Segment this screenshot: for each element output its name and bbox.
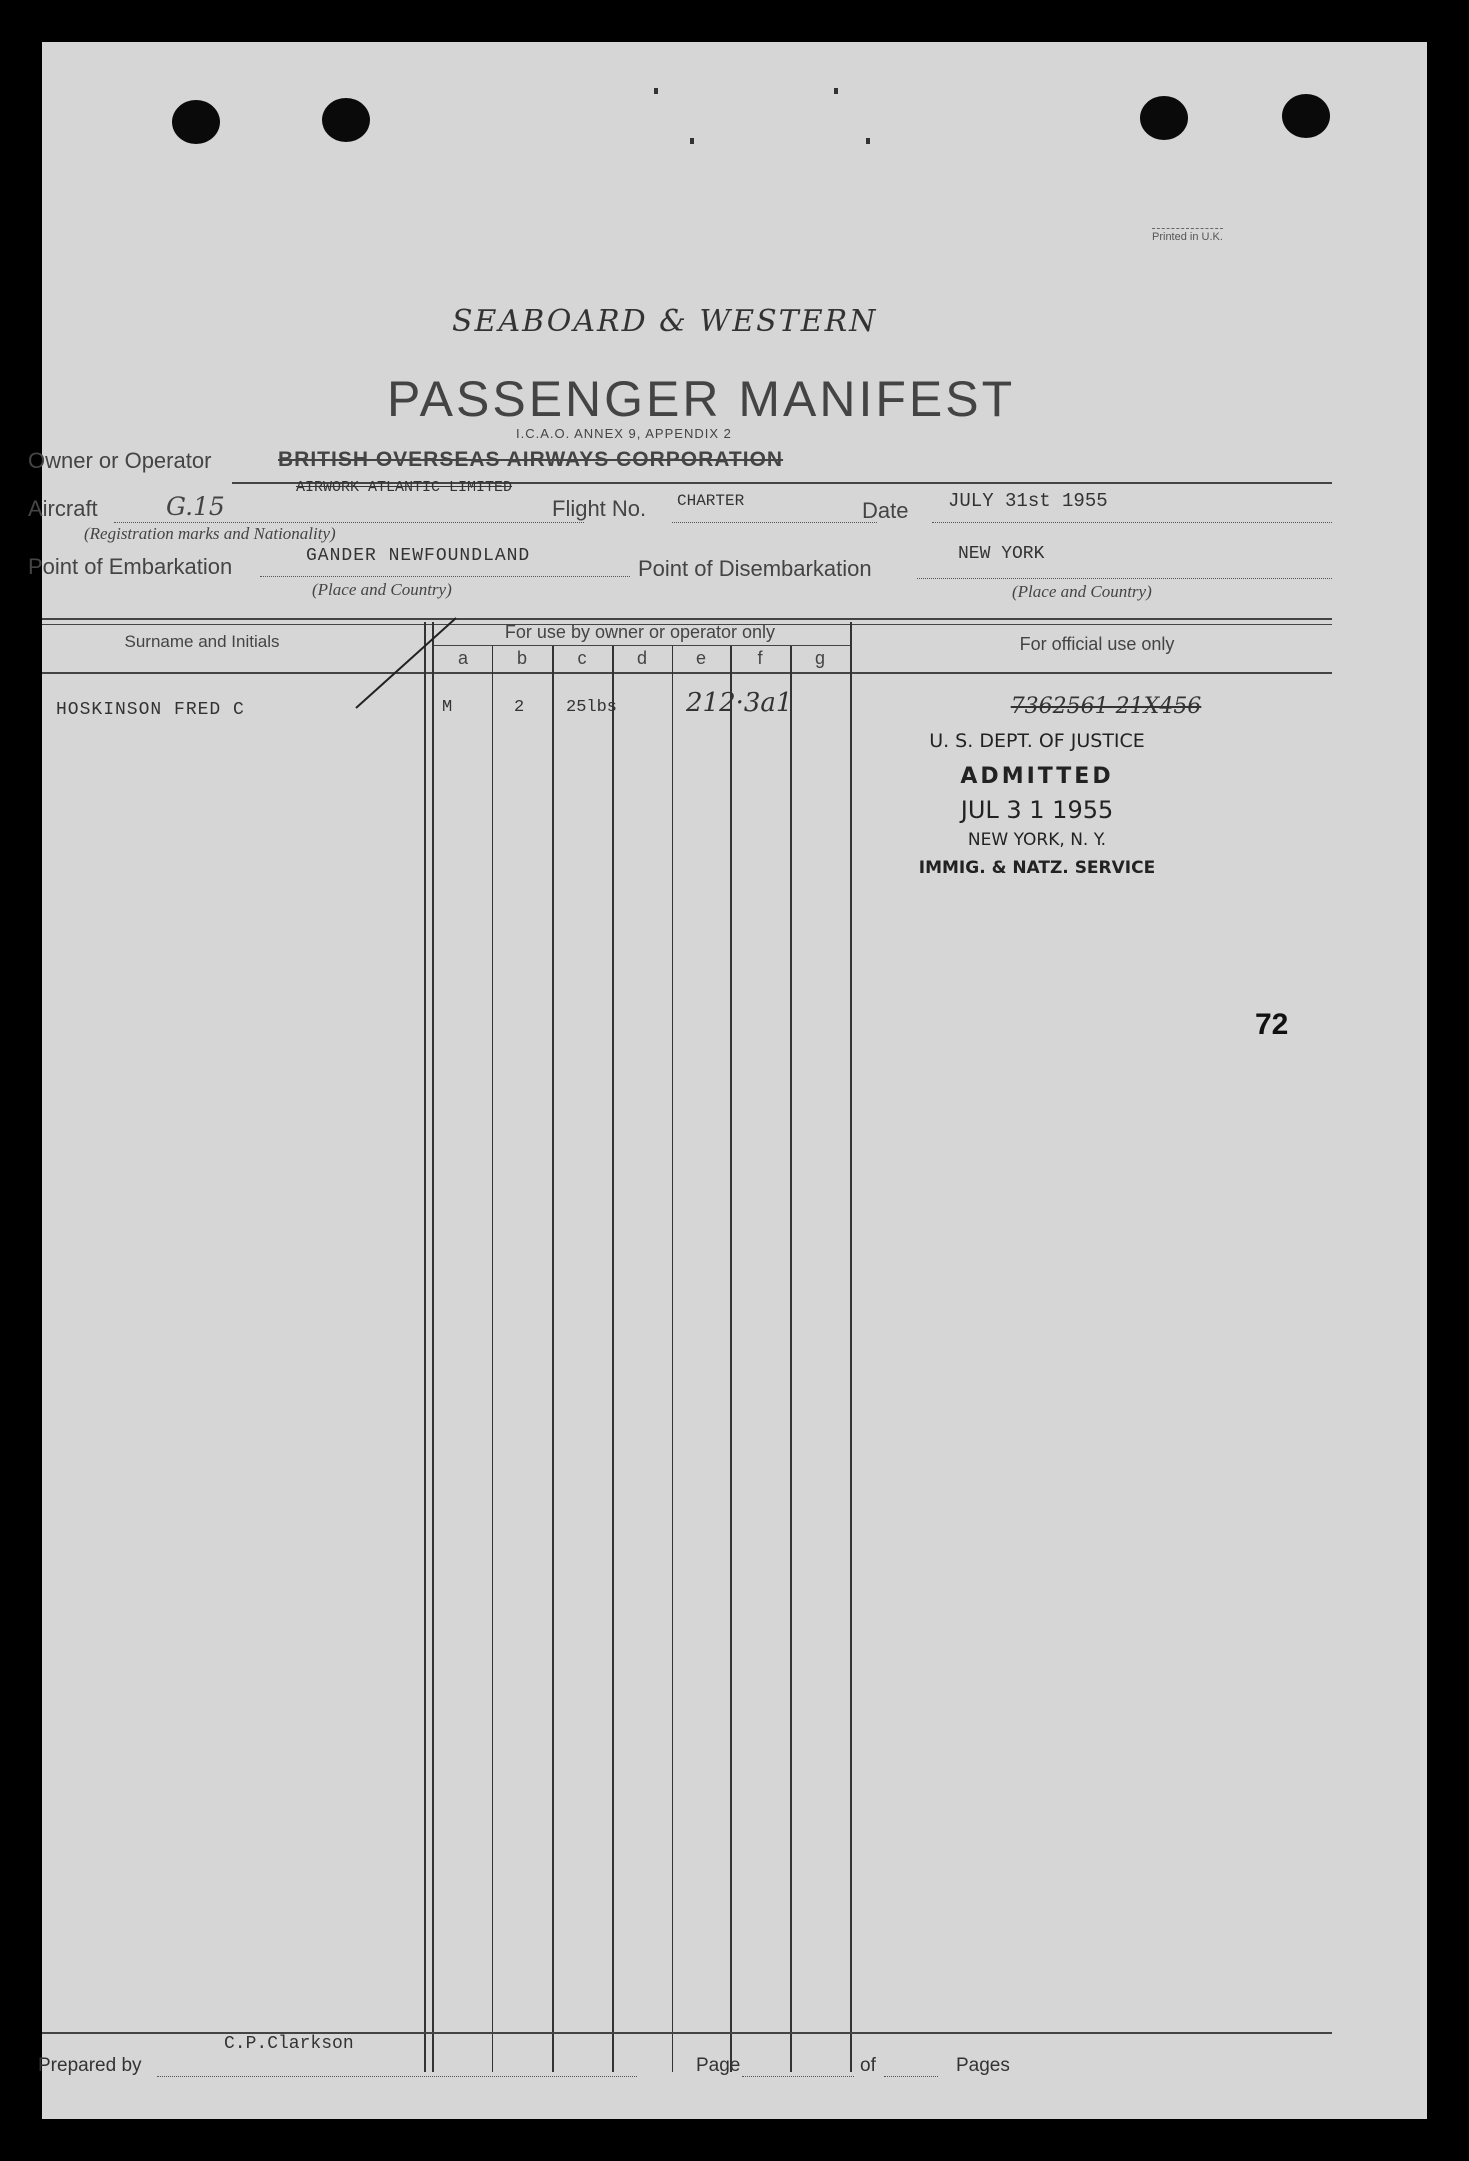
paper-speck xyxy=(690,138,694,144)
column-divider xyxy=(424,622,426,2072)
disembarkation-label: Point of Disembarkation xyxy=(638,556,872,581)
disembarkation-value: NEW YORK xyxy=(958,544,1045,564)
embarkation-value: GANDER NEWFOUNDLAND xyxy=(306,546,531,566)
pen-stroke xyxy=(352,612,462,712)
passenger-col-c: 25lbs xyxy=(566,698,618,717)
page-title: PASSENGER MANIFEST xyxy=(387,371,1016,427)
owner-use-subrule xyxy=(432,645,852,646)
column-b-header: b xyxy=(516,648,527,668)
flight-rule xyxy=(672,522,877,523)
column-c-header: c xyxy=(577,648,587,668)
column-d-header: d xyxy=(636,648,647,668)
column-divider xyxy=(850,622,852,2072)
owner-use-header: For use by owner or operator only xyxy=(504,622,776,642)
handwritten-airline: SEABOARD & WESTERN xyxy=(452,304,878,339)
printed-note: Printed in U.K. xyxy=(1152,228,1223,243)
prepared-by-value: C.P.Clarkson xyxy=(224,2034,354,2054)
passenger-col-ef: 212·3a1 xyxy=(686,688,793,718)
page-rule xyxy=(742,2076,854,2077)
surname-column-header: Surname and Initials xyxy=(124,632,280,651)
punch-hole xyxy=(172,100,220,144)
embarkation-rule xyxy=(260,576,630,577)
column-divider xyxy=(432,622,434,2072)
stamp-dept: U. S. DEPT. OF JUSTICE xyxy=(929,730,1145,752)
paper-speck xyxy=(654,88,658,94)
pages-label: Pages xyxy=(956,2055,1010,2076)
owner-typed-value: AIRWORK ATLANTIC LIMITED xyxy=(296,479,513,496)
stamp-date: JUL 3 1 1955 xyxy=(960,796,1114,824)
flight-value: CHARTER xyxy=(677,492,745,510)
disembarkation-hint: (Place and Country) xyxy=(1012,582,1152,601)
paper-speck xyxy=(834,88,838,94)
prepared-by-label: Prepared by xyxy=(38,2055,142,2076)
owner-printed-value: BRITISH OVERSEAS AIRWAYS CORPORATION xyxy=(278,448,784,471)
aircraft-label: Aircraft xyxy=(28,496,98,521)
of-rule xyxy=(884,2076,938,2077)
stamp-admitted: ADMITTED xyxy=(960,764,1114,789)
punch-hole xyxy=(1140,96,1188,140)
column-e-header: e xyxy=(695,648,706,668)
passenger-name: HOSKINSON FRED C xyxy=(56,700,245,720)
column-divider xyxy=(552,646,554,2072)
table-header-rule xyxy=(42,672,1332,674)
date-label: Date xyxy=(862,498,909,523)
passenger-col-a: M xyxy=(442,698,453,717)
column-divider xyxy=(672,646,673,2072)
aircraft-hint: (Registration marks and Nationality) xyxy=(84,524,336,543)
stamp-city: NEW YORK, N. Y. xyxy=(967,830,1107,850)
date-value: JULY 31st 1955 xyxy=(948,490,1108,512)
punch-hole xyxy=(322,98,370,142)
embarkation-hint: (Place and Country) xyxy=(312,580,452,599)
column-divider xyxy=(612,646,614,2072)
manifest-sheet xyxy=(28,42,1427,2119)
column-divider xyxy=(790,646,792,2072)
disembarkation-rule xyxy=(917,578,1332,579)
column-a-header: a xyxy=(457,648,468,668)
paper-speck xyxy=(866,138,870,144)
embarkation-label: Point of Embarkation xyxy=(28,554,233,579)
official-use-header: For official use only xyxy=(1019,634,1175,654)
column-f-header: f xyxy=(757,648,763,668)
stamp-service: IMMIG. & NATZ. SERVICE xyxy=(918,858,1156,878)
page-subtitle: I.C.A.O. ANNEX 9, APPENDIX 2 xyxy=(516,426,732,441)
column-g-header: g xyxy=(814,648,825,668)
page-number: 72 xyxy=(1255,1008,1289,1041)
of-label: of xyxy=(860,2055,876,2076)
struck-number: 7362561 21X456 xyxy=(1010,694,1202,719)
page-label: Page xyxy=(696,2055,741,2076)
punch-hole xyxy=(1282,94,1330,138)
date-rule xyxy=(932,522,1332,523)
table-top-rule xyxy=(42,618,1332,620)
aircraft-value: G.15 xyxy=(166,492,225,521)
passenger-col-b: 2 xyxy=(514,698,525,717)
flight-label: Flight No. xyxy=(552,496,647,521)
column-divider xyxy=(730,646,732,2072)
aircraft-rule xyxy=(114,522,584,523)
column-divider xyxy=(492,646,493,2072)
owner-label: Owner or Operator xyxy=(28,448,212,473)
prepared-by-rule xyxy=(157,2076,637,2077)
